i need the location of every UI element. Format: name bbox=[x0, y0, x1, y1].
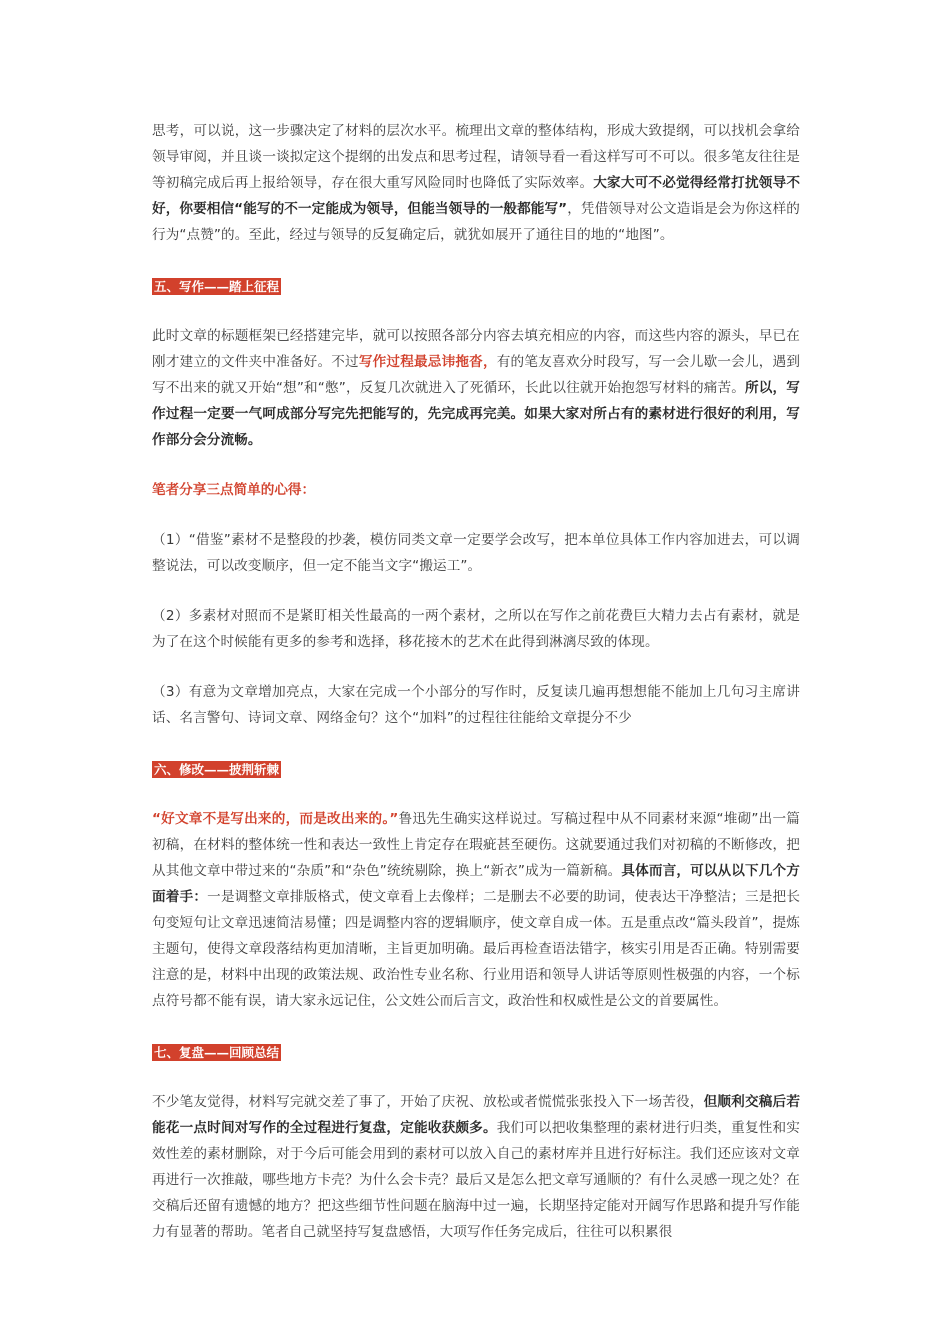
paragraph-review: 不少笔友觉得，材料写完就交差了事了，开始了庆祝、放松或者慌慌张张投入下一场苦役，但顺利交稿后若能花一点时间对写作的全过程进行复盘，定能收获颇多。我们可以把收集整理的素材进行归类，重复性和实效性差的素材删除，对于今后可能会用到的素材可以放入自己的素材库并且进行好标注。我们还应该对文章再进行一次推敲，哪些地方卡壳？为什么会卡壳？最后又是怎么把文章写通顺的？有什么灵感一现之处？在交稿后还留有遗憾的地方？把这些细节性问题在脑海中过一遍，长期坚持定能对开阔写作思路和提升写作能力有显著的帮助。笔者自己就坚持写复盘感悟，大项写作任务完成后，往往可以积累很 bbox=[152, 1094, 801, 1240]
share-tips-title: 笔者分享三点简单的心得： bbox=[152, 482, 316, 498]
bold-emphasis: 所以，写作过程一定要一气呵成部分写完先把能写的，先完成再完美。如果大家对所占有的素材进行很好的利用，写作部分会分流畅。 bbox=[152, 380, 800, 448]
tip-item-3: （3）有意为文章增加亮点，大家在完成一个小部分的写作时，反复读几遍再想想能不能加上几句习主席讲话、名言警句、诗词文章、网络金句？这个“加料”的过程往往能给文章提分不少 bbox=[152, 684, 800, 726]
tip-item-1: （1）“借鉴”素材不是整段的抄袭，模仿同类文章一定要学会改写，把本单位具体工作内容加进去，可以调整说法，可以改变顺序，但一定不能当文字“搬运工”。 bbox=[152, 532, 800, 574]
red-quote: “好文章不是写出来的，而是改出来的。” bbox=[152, 811, 399, 827]
section-heading-writing: 五、写作——踏上征程 bbox=[154, 279, 280, 294]
article-body bbox=[152, 118, 800, 1245]
section-heading-review: 七、复盘——回顾总结 bbox=[154, 1045, 280, 1060]
bold-emphasis: 大家大可不必觉得经常打扰领导不好，你要相信“能写的不一定能成为领导，但能当领导的一般都能写” bbox=[152, 175, 801, 217]
paragraph-revision: “好文章不是写出来的，而是改出来的。”鲁迅先生确实这样说过。写稿过程中从不同素材来源“堆砌”出一篇初稿，在材料的整体统一性和表达一致性上肯定存在瑕疵甚至硬伤。这就要通过我们对初稿的不断修改，把从其他文章中带过来的“杂质”和“杂色”统统剔除，换上“新衣”成为一篇新稿。具体而言，可以从以下几个方面着手：一是调整文章排版格式，使文章看上去像样；二是删去不必要的助词，使表达干净整洁；三是把长句变短句让文章迅速简洁易懂；四是调整内容的逻辑顺序，使文章自成一体。五是重点改“篇头段首”，提炼主题句，使得文章段落结构更加清晰，主旨更加明确。最后再检查语法错字，核实引用是否正确。特别需要注意的是，材料中出现的政策法规、政治性专业名称、行业用语和领导人讲话等原则性极强的内容，一个标点符号都不能有误，请大家永远记住，公文姓公而后言文，政治性和权威性是公文的首要属性。 bbox=[152, 811, 801, 1009]
red-emphasis: 写作过程最忌讳拖沓， bbox=[358, 354, 497, 370]
section-heading-revision: 六、修改——披荆斩棘 bbox=[154, 762, 280, 777]
paragraph-outline-review: 思考，可以说，这一步骤决定了材料的层次水平。梳理出文章的整体结构，形成大致提纲，可以找机会拿给领导审阅，并且谈一谈拟定这个提纲的出发点和思考过程，请领导看一看这样写可不可以。很多笔友往往是等初稿完成后再上报给领导，存在很大重写风险同时也降低了实际效率。大家大可不必觉得经常打扰领导不好，你要相信“能写的不一定能成为领导，但能当领导的一般都能写”，凭借领导对公文造诣是会为你这样的行为“点赞”的。至此，经过与领导的反复确定后，就犹如展开了通往目的地的“地图”。 bbox=[152, 123, 801, 243]
bold-emphasis: 但顺利交稿后若能花一点时间对写作的全过程进行复盘，定能收获颇多。 bbox=[152, 1094, 801, 1136]
tip-item-2: （2）多素材对照而不是紧盯相关性最高的一两个素材，之所以在写作之前花费巨大精力去占有素材，就是为了在这个时候能有更多的参考和选择，移花接木的艺术在此得到淋漓尽致的体现。 bbox=[152, 608, 800, 650]
paragraph-writing: 此时文章的标题框架已经搭建完毕，就可以按照各部分内容去填充相应的内容，而这些内容的源头，早已在刚才建立的文件夹中准备好。不过写作过程最忌讳拖沓，有的笔友喜欢分时段写，写一会儿歇一会儿，遇到写不出来的就又开始“想”和“憋”，反复几次就进入了死循环，长此以往就开始抱怨写材料的痛苦。所以，写作过程一定要一气呵成部分写完先把能写的，先完成再完美。如果大家对所占有的素材进行很好的利用，写作部分会分流畅。 bbox=[152, 328, 801, 448]
bold-emphasis: 具体而言，可以从以下几个方面着手： bbox=[152, 863, 800, 905]
